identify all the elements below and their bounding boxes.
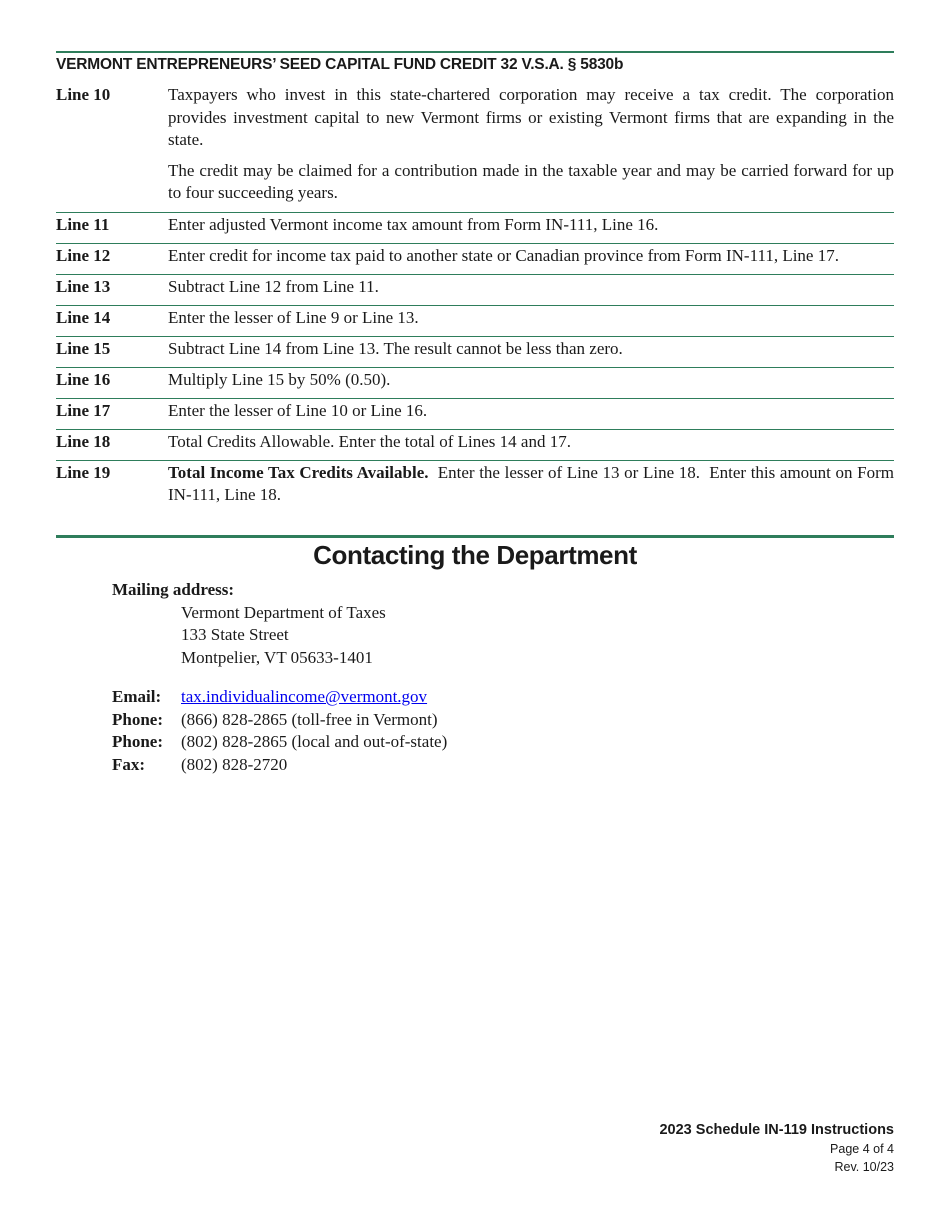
line-text: Enter the lesser of Line 9 or Line 13. [168, 307, 419, 327]
instruction-lines [56, 84, 899, 507]
phone-local: (802) 828-2865 (local and out-of-state) [181, 732, 448, 751]
address-line: 133 State Street [181, 625, 289, 644]
email-link[interactable]: tax.individualincome@vermont.gov [181, 687, 428, 706]
line-text: Multiply Line 15 by 50% (0.50). [168, 369, 391, 389]
fax-label: Fax: [112, 754, 146, 774]
footer-page-number: Page 4 of 4 [830, 1142, 894, 1156]
line-text: Subtract Line 14 from Line 13. The result cannot be less than zero. [168, 338, 623, 358]
mailing-address-label: Mailing address: [112, 580, 235, 599]
email-row [112, 686, 447, 709]
line-10-row [56, 84, 894, 212]
address-line: Vermont Department of Taxes [181, 602, 386, 622]
line-text: Enter adjusted Vermont income tax amount from Form IN-111, Line 16. [168, 214, 659, 234]
footer-form-title: 2023 Schedule IN-119 Instructions [659, 1122, 894, 1138]
address-line: Montpelier, VT 05633-1401 [181, 647, 373, 667]
line-label: Line 15 [56, 338, 111, 358]
contact-info [112, 686, 447, 776]
line-label: Line 10 [56, 85, 111, 104]
line-10-paragraph-2: The credit may be claimed for a contribution made in the taxable year and may be carried forward for up to four succeeding years. [168, 160, 894, 202]
fax-row [112, 754, 447, 777]
contact-block [112, 579, 447, 776]
line-15-row [56, 336, 894, 367]
footer-revision: Rev. 10/23 [834, 1160, 894, 1174]
line-16-row [56, 367, 894, 398]
mailing-address [181, 602, 447, 670]
fax-number: (802) 828-2720 [181, 754, 288, 774]
section-header: VERMONT ENTREPRENEURS’ SEED CAPITAL FUND CREDIT 32 V.S.A. § 5830b [56, 51, 894, 75]
contact-title: Contacting the Department [313, 540, 637, 570]
line-11-row [56, 212, 894, 243]
line-19-row [56, 460, 899, 507]
line-text: Subtract Line 12 from Line 11. [168, 276, 379, 296]
phone-row [112, 731, 447, 754]
phone-row [112, 709, 447, 732]
line-label: Line 17 [56, 400, 111, 420]
line-text [168, 462, 899, 507]
line-text: Total Credits Allowable. Enter the total of Lines 14 and 17. [168, 431, 571, 451]
email-label: Email: [112, 687, 162, 706]
line-10-paragraph-1: Taxpayers who invest in this state-chartered corporation may receive a tax credit. The corporation provides investment capital to new Vermont firms or existing Vermont firms that are expanding in the state. [168, 85, 894, 149]
line-13-row [56, 274, 894, 305]
line-text [168, 84, 894, 205]
line-label: Line 13 [56, 276, 111, 296]
phone-label: Phone: [112, 732, 163, 751]
page-footer [659, 1121, 894, 1176]
line-label: Line 18 [56, 431, 111, 451]
phone-label: Phone: [112, 709, 163, 729]
line-text: Enter the lesser of Line 10 or Line 16. [168, 400, 428, 420]
line-19-text: Enter the lesser of Line 13 or Line 18. Enter this amount on Form IN-111, Line 18. [168, 462, 899, 504]
line-label: Line 12 [56, 245, 111, 265]
line-12-row [56, 243, 894, 274]
line-19-bold-lead: Total Income Tax Credits Available. [168, 462, 429, 482]
phone-toll-free: (866) 828-2865 (toll-free in Vermont) [181, 709, 438, 729]
line-label: Line 16 [56, 369, 111, 389]
line-label: Line 19 [56, 462, 111, 482]
line-18-row [56, 429, 894, 460]
line-14-row [56, 305, 894, 336]
line-label: Line 11 [56, 214, 110, 234]
line-text: Enter credit for income tax paid to another state or Canadian province from Form IN-111, Line 17. [168, 245, 839, 265]
line-label: Line 14 [56, 307, 111, 327]
line-17-row [56, 398, 894, 429]
